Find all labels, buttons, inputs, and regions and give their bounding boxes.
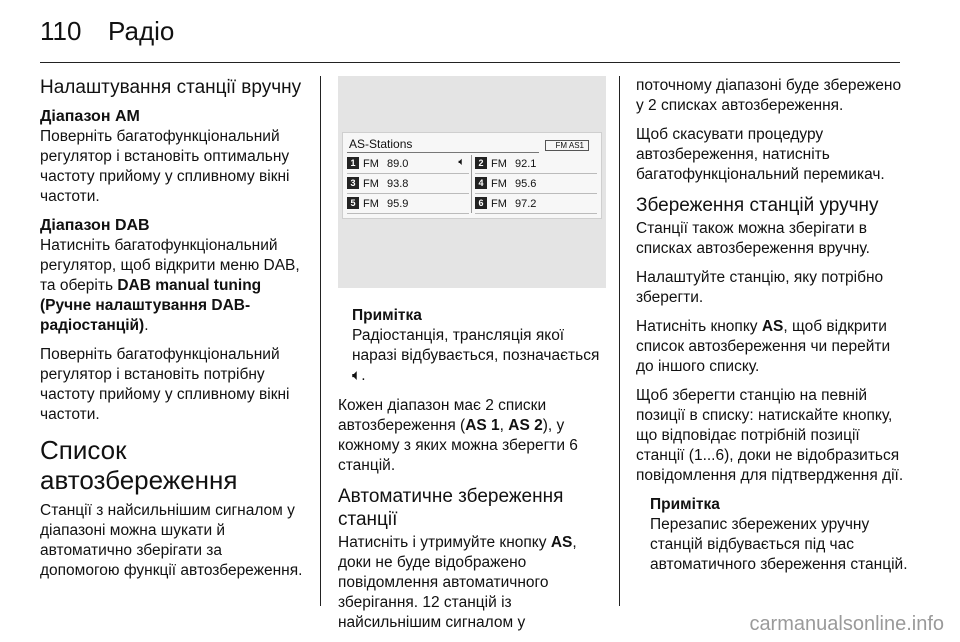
dab-heading: Діапазон DAB	[40, 217, 150, 234]
column-3	[636, 76, 908, 585]
autostore-list-text: Станції з найсильнішим сигналом у діапазоні можна шукати й автоматично зберігати за допомогою функції автозбереження.	[40, 502, 303, 579]
station-slot-4[interactable]	[475, 175, 597, 194]
station-band: FM	[363, 158, 379, 170]
note-text-2: Перезапис збережених уручну станцій відбувається під час автоматичного збереження станцій.	[650, 516, 908, 573]
note-title-2: Примітка	[650, 496, 720, 513]
lists-text: Кожен діапазон має 2 списки автозбереження (AS 1, AS 2), у кожному з яких можна зберегти 6 станцій.	[338, 397, 578, 474]
watermark: carmanualsonline.info	[749, 613, 944, 635]
slot-number: 6	[475, 197, 487, 209]
slot-number: 4	[475, 177, 487, 189]
station-slot-3[interactable]	[347, 175, 469, 194]
auto-store-heading: Автоматичне збереження станції	[338, 486, 564, 530]
page-number: 110	[40, 16, 82, 46]
dab-text-2: Поверніть багатофункціональний регулятор і встановіть потрібну частоту прийому у спливному вікні частоти.	[40, 346, 290, 423]
station-frequency: 93.8	[387, 178, 409, 190]
column-2	[338, 76, 606, 642]
manual-tuning-heading: Налаштування станції вручну	[40, 77, 302, 98]
station-band: FM	[363, 178, 379, 190]
station-band: FM	[491, 198, 507, 210]
column-1	[40, 76, 304, 590]
slot-number: 3	[347, 177, 359, 189]
section-title: Радіо	[108, 16, 175, 46]
header-rule	[40, 62, 900, 63]
as-stations-screen	[342, 132, 602, 219]
note-block	[338, 306, 606, 386]
grid-separator	[471, 155, 472, 213]
station-band: FM	[491, 158, 507, 170]
speaker-icon: 🔈︎	[458, 156, 465, 168]
station-slot-2[interactable]	[475, 155, 597, 174]
column-divider-2	[619, 76, 620, 606]
screen-title: AS-Stations	[349, 137, 413, 151]
station-slot-5[interactable]	[347, 195, 469, 214]
station-slot-1[interactable]	[347, 155, 469, 174]
station-band: FM	[363, 198, 379, 210]
station-frequency: 89.0	[387, 158, 409, 170]
note-text: Радіостанція, трансляція якої наразі відбувається, позначається 🔈︎.	[352, 327, 600, 384]
manual-store-text-1: Станції також можна зберігати в списках автозбереження вручну.	[636, 220, 870, 257]
page-header	[40, 12, 920, 52]
am-heading: Діапазон AM	[40, 108, 140, 125]
note-title: Примітка	[352, 307, 422, 324]
auto-store-text: Натисніть і утримуйте кнопку AS, доки не буде відображено повідомлення автоматичного зберігання. 12 станцій із найсильнішим сигналом у	[338, 534, 577, 631]
slot-number: 1	[347, 157, 359, 169]
autostore-list-heading: Список автозбереження	[40, 435, 238, 495]
slot-number: 5	[347, 197, 359, 209]
station-frequency: 97.2	[515, 198, 537, 210]
column-divider-1	[320, 76, 321, 606]
manual-store-text-3: Натисніть кнопку AS, щоб відкрити список автозбереження чи перейти до іншого списку.	[636, 318, 891, 375]
dab-text: Натисніть багатофункціональний регулятор, щоб відкрити меню DAB, та оберіть DAB manual tuning (Ручне налаштування DAB-радіостанцій).	[40, 237, 300, 334]
station-frequency: 92.1	[515, 158, 537, 170]
station-slot-6[interactable]	[475, 195, 597, 214]
station-frequency: 95.6	[515, 178, 537, 190]
continued-text: поточному діапазоні буде збережено у 2 списках автозбереження.	[636, 77, 902, 114]
slot-number: 2	[475, 157, 487, 169]
screen-tag: FM AS1	[545, 140, 589, 151]
cancel-text: Щоб скасувати процедуру автозбереження, натисніть багатофункціональний перемикач.	[636, 126, 885, 183]
radio-display-illustration	[338, 76, 606, 288]
manual-store-text-2: Налаштуйте станцію, яку потрібно зберегти.	[636, 269, 884, 306]
station-band: FM	[491, 178, 507, 190]
station-frequency: 95.9	[387, 198, 409, 210]
screen-title-rule	[347, 152, 539, 153]
am-text: Поверніть багатофункціональний регулятор і встановіть оптимальну частоту прийому у спливному вікні частоти.	[40, 128, 290, 205]
manual-store-text-4: Щоб зберегти станцію на певній позиції в списку: натискайте кнопку, що відповідає потрібній позиції станції (1...6), доки не відобразиться повідомлення для підтвердження дії.	[636, 387, 904, 484]
note-block-2	[636, 495, 908, 575]
manual-store-heading: Збереження станцій уручну	[636, 195, 879, 216]
dab-manual-tuning-menu-item: DAB manual tuning (Ручне налаштування DAB-радіостанцій)	[40, 277, 262, 334]
